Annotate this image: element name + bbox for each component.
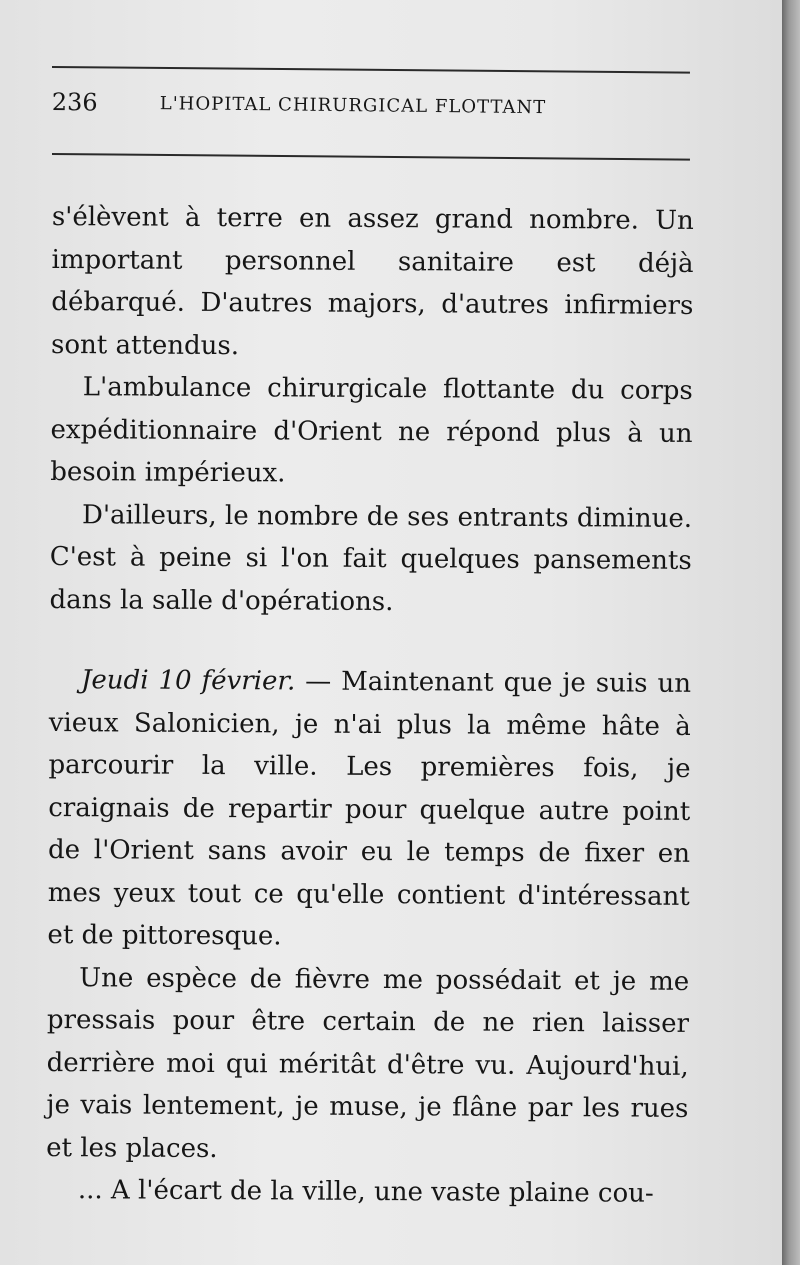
- paragraph: [47, 659, 691, 960]
- paragraph: D'ailleurs, le nombre de ses entrants diminue. C'est à peine si l'on fait quelques pansements dans la salle d'opérations.: [49, 499, 693, 617]
- page-number: 236: [51, 88, 98, 117]
- page-header: [52, 88, 692, 135]
- paragraph-text: — Maintenant que je suis un vieux Salonicien, je n'ai plus la même hâte à parcourir la ville. Les premières fois, je craignais de repartir pour quelque autre point de l'Orient sans avoir eu le temps de fixer en mes yeux tout ce qu'elle contient d'intéressant et de pittoresque.: [47, 666, 692, 952]
- page-edge: [782, 0, 800, 1265]
- header-rule-top: [52, 66, 690, 74]
- paragraph: ... A l'écart de la ville, une vaste plaine cou-: [77, 1175, 654, 1209]
- paragraph: L'ambulance chirurgicale flottante du corps expéditionnaire d'Orient ne répond plus à un besoin impérieux.: [50, 372, 693, 489]
- paragraph: s'élèvent à terre en assez grand nombre. Un important personnel sanitaire est déjà débarqué. D'autres majors, d'autres infirmiers sont attendus.: [51, 201, 694, 361]
- running-title: L'HOPITAL CHIRURGICAL FLOTTANT: [159, 93, 547, 119]
- header-rule-bottom: [52, 153, 690, 161]
- body-text: [46, 196, 694, 1215]
- paragraph: Une espèce de fièvre me possédait et je me pressais pour être certain de ne rien laisser derrière moi qui méritât d'être vu. Aujourd'hui, je vais lentement, je muse, je flâne par les rues et les places.: [46, 962, 690, 1164]
- entry-date: Jeudi 10 février.: [80, 665, 296, 697]
